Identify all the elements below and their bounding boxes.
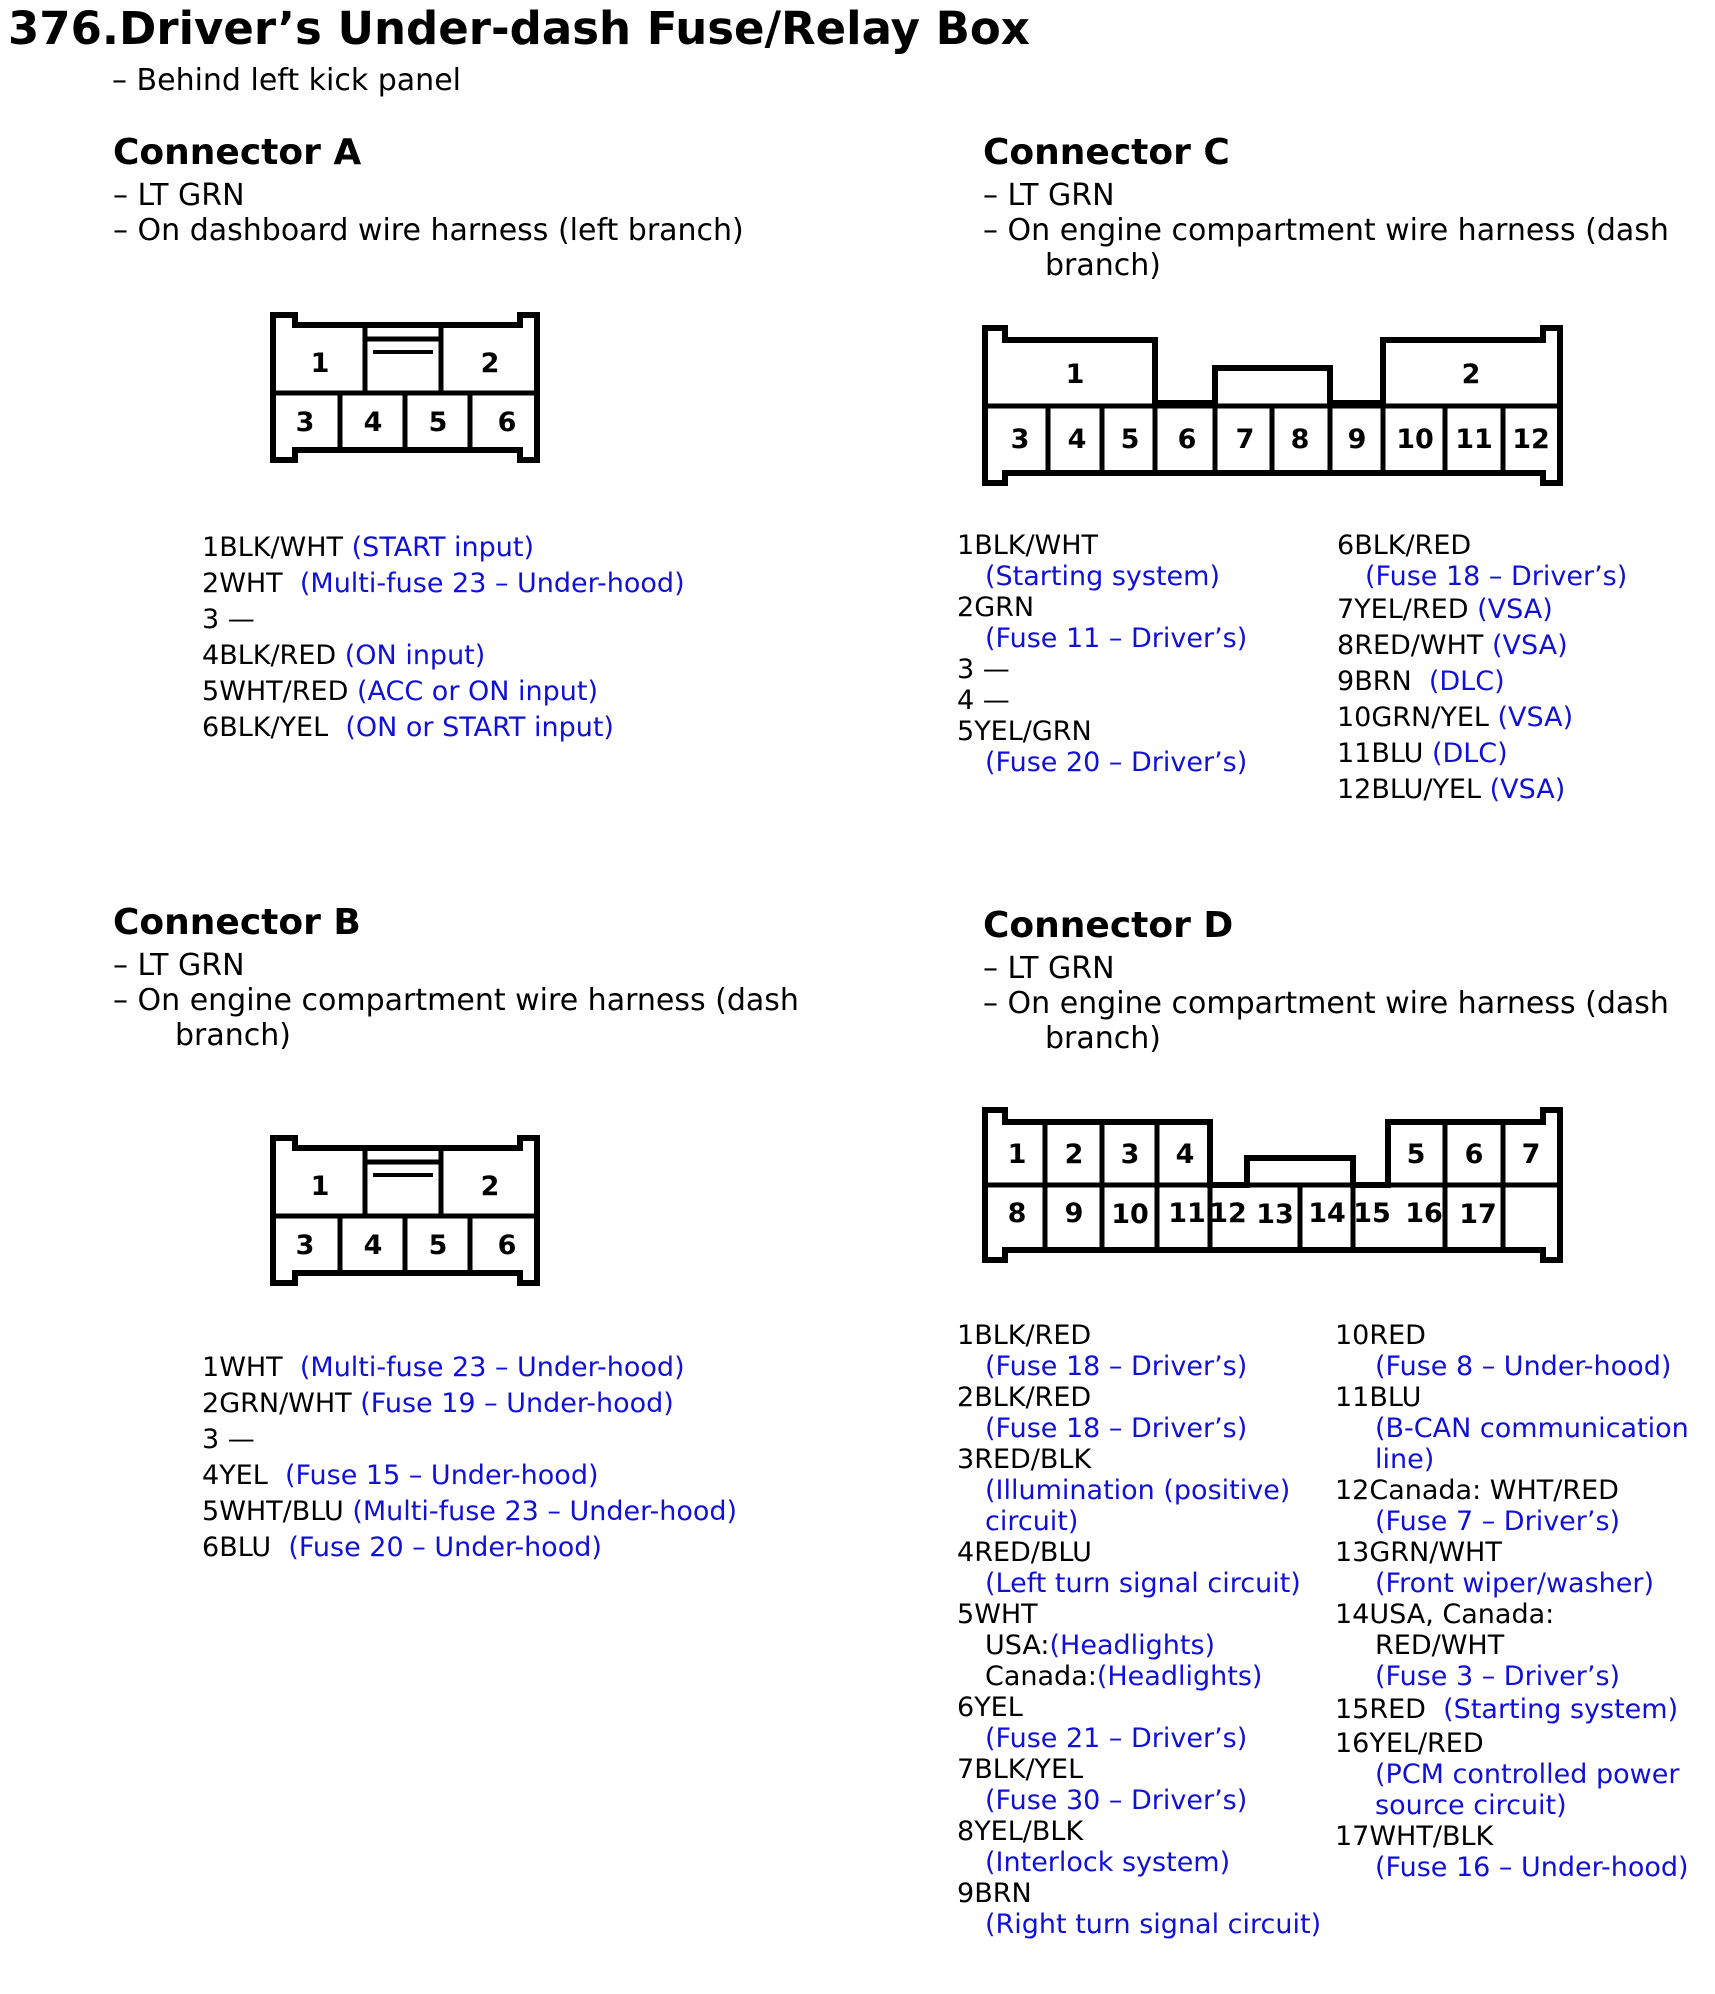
- connector-d-pin-16-circuit: (PCM controlled power: [1375, 1759, 1680, 1790]
- connector-d-pin-12-circuit: (Fuse 7 – Driver’s): [1375, 1506, 1621, 1537]
- connector-d-label-16: 16: [1405, 1198, 1443, 1229]
- connector-d-label-2: 2: [1064, 1139, 1084, 1170]
- connector-d-pin-8: 8YEL/BLK: [957, 1816, 1084, 1847]
- connector-a-title: Connector A: [113, 132, 362, 173]
- connector-a-pin-5: 5WHT/RED (ACC or ON input): [202, 676, 599, 707]
- connector-d-pin-8-circuit: (Interlock system): [985, 1847, 1231, 1878]
- connector-d-title: Connector D: [983, 905, 1234, 946]
- connector-c-color: – LT GRN: [983, 178, 1115, 213]
- connector-c-pin-5-circuit: (Fuse 20 – Driver’s): [985, 747, 1248, 778]
- connector-c-label-10: 10: [1396, 424, 1434, 455]
- connector-d-pin-list-left: [957, 1320, 1321, 1940]
- connector-c-label-11: 11: [1455, 424, 1493, 455]
- connector-b-harness-branch: branch): [175, 1018, 291, 1053]
- connector-a-pin-6: 6BLK/YEL (ON or START input): [202, 712, 614, 743]
- connector-d-pin-2-circuit: (Fuse 18 – Driver’s): [985, 1413, 1248, 1444]
- connector-d-pin-14-wire: RED/WHT: [1375, 1630, 1505, 1661]
- connector-c-pin-8: 8RED/WHT (VSA): [1337, 630, 1568, 661]
- connector-d-harness-branch: branch): [1045, 1021, 1161, 1056]
- connector-c-pin-2: 2GRN: [957, 592, 1035, 623]
- connector-c-label-5: 5: [1120, 424, 1140, 455]
- connector-b-label-4: 4: [363, 1230, 383, 1261]
- connector-c-label-7: 7: [1235, 424, 1255, 455]
- connector-d-pin-4: 4RED/BLU: [957, 1537, 1092, 1568]
- connector-b-label-3: 3: [295, 1230, 315, 1261]
- connector-d-label-5: 5: [1406, 1139, 1426, 1170]
- connector-d-pin-11-circuit-cont: line): [1375, 1444, 1435, 1475]
- connector-b-pin-5: 5WHT/BLU (Multi-fuse 23 – Under-hood): [202, 1496, 738, 1527]
- connector-d-pin-14: 14USA, Canada:: [1335, 1599, 1555, 1630]
- connector-c-label-3: 3: [1010, 424, 1030, 455]
- connector-d-pin-14-circuit: (Fuse 3 – Driver’s): [1375, 1661, 1621, 1692]
- connector-a-label-6: 6: [497, 407, 517, 438]
- connector-d-label-17: 17: [1459, 1199, 1497, 1230]
- connector-c-harness-branch: branch): [1045, 248, 1161, 283]
- connector-d-label-13: 13: [1256, 1199, 1294, 1230]
- connector-d-diagram: [975, 1100, 1575, 1275]
- connector-a-label-3: 3: [295, 407, 315, 438]
- connector-d-label-6: 6: [1464, 1139, 1484, 1170]
- connector-a-color: – LT GRN: [113, 178, 245, 213]
- connector-b-label-6: 6: [497, 1230, 517, 1261]
- connector-d-label-11: 11: [1168, 1198, 1206, 1229]
- connector-c-label-6: 6: [1177, 424, 1197, 455]
- connector-b-color: – LT GRN: [113, 948, 245, 983]
- connector-d-label-1: 1: [1007, 1139, 1027, 1170]
- connector-b-pin-4: 4YEL (Fuse 15 – Under-hood): [202, 1460, 599, 1491]
- connector-a-diagram: [265, 305, 545, 475]
- connector-d-pin-1: 1BLK/RED: [957, 1320, 1092, 1351]
- connector-c-harness: – On engine compartment wire harness (dash: [983, 213, 1669, 248]
- connector-c-label-1: 1: [1065, 359, 1085, 390]
- connector-d-label-14: 14: [1308, 1198, 1346, 1229]
- connector-d-pin-2: 2BLK/RED: [957, 1382, 1092, 1413]
- connector-c-pin-5: 5YEL/GRN: [957, 716, 1092, 747]
- connector-d-pin-9: 9BRN: [957, 1878, 1032, 1909]
- connector-a-pin-list: [202, 530, 685, 746]
- connector-a-pin-1: 1BLK/WHT (START input): [202, 532, 535, 563]
- connector-c-label-8: 8: [1290, 424, 1310, 455]
- connector-a-label-1: 1: [310, 348, 330, 379]
- connector-b-label-2: 2: [480, 1171, 500, 1202]
- connector-a-label-5: 5: [428, 407, 448, 438]
- connector-d-label-8: 8: [1007, 1198, 1027, 1229]
- connector-d-label-15: 15: [1353, 1198, 1391, 1229]
- connector-b-label-1: 1: [310, 1171, 330, 1202]
- connector-d-pin-13: 13GRN/WHT: [1335, 1537, 1502, 1568]
- connector-d-pin-12: 12Canada: WHT/RED: [1335, 1475, 1619, 1506]
- connector-d-label-4: 4: [1175, 1139, 1195, 1170]
- connector-c-pin-2-circuit: (Fuse 11 – Driver’s): [985, 623, 1248, 654]
- connector-d-label-10: 10: [1111, 1199, 1149, 1230]
- connector-d-pin-15: 15RED (Starting system): [1335, 1694, 1679, 1725]
- connector-b-diagram: [265, 1128, 545, 1298]
- connector-d-pin-7-circuit: (Fuse 30 – Driver’s): [985, 1785, 1248, 1816]
- connector-c-pin-9: 9BRN (DLC): [1337, 666, 1505, 697]
- connector-c-label-2: 2: [1461, 359, 1481, 390]
- connector-a-label-2: 2: [480, 348, 500, 379]
- connector-b-pin-list: [202, 1350, 737, 1566]
- connector-c-pin-3: 3 —: [957, 654, 1010, 685]
- connector-d-pin-5-canada: Canada:(Headlights): [985, 1661, 1263, 1692]
- connector-d-label-7: 7: [1521, 1139, 1541, 1170]
- connector-c-label-4: 4: [1067, 424, 1087, 455]
- connector-a-pin-2: 2WHT (Multi-fuse 23 – Under-hood): [202, 568, 685, 599]
- connector-d-pin-16-circuit-cont: source circuit): [1375, 1790, 1567, 1821]
- connector-d-desc: [983, 951, 1669, 1056]
- connector-a-label-4: 4: [363, 407, 383, 438]
- connector-b-desc: [113, 948, 799, 1053]
- connector-c-title: Connector C: [983, 132, 1230, 173]
- connector-d-pin-3: 3RED/BLK: [957, 1444, 1092, 1475]
- connector-a-harness: – On dashboard wire harness (left branch): [113, 213, 744, 248]
- page-title: 376.Driver’s Under-dash Fuse/Relay Box: [8, 2, 1030, 55]
- connector-c-pin-6-circuit: (Fuse 18 – Driver’s): [1365, 561, 1628, 592]
- connector-d-pin-17: 17WHT/BLK: [1335, 1821, 1494, 1852]
- connector-d-pin-17-circuit: (Fuse 16 – Under-hood): [1375, 1852, 1689, 1883]
- connector-d-pin-13-circuit: (Front wiper/washer): [1375, 1568, 1654, 1599]
- connector-d-label-12: 12: [1209, 1198, 1247, 1229]
- connector-a-desc: [113, 178, 744, 248]
- connector-c-pin-4: 4 —: [957, 685, 1010, 716]
- connector-a-pin-3: 3 —: [202, 604, 255, 635]
- connector-d-pin-5: 5WHT: [957, 1599, 1038, 1630]
- connector-d-pin-list-right: [1335, 1320, 1689, 1883]
- connector-d-pin-6-circuit: (Fuse 21 – Driver’s): [985, 1723, 1248, 1754]
- connector-a-pin-4: 4BLK/RED (ON input): [202, 640, 486, 671]
- connector-d-pin-9-circuit: (Right turn signal circuit): [985, 1909, 1322, 1940]
- connector-d-color: – LT GRN: [983, 951, 1115, 986]
- connector-c-label-12: 12: [1512, 424, 1550, 455]
- connector-b-pin-2: 2GRN/WHT (Fuse 19 – Under-hood): [202, 1388, 674, 1419]
- connector-d-label-9: 9: [1064, 1198, 1084, 1229]
- connector-c-diagram: [975, 318, 1575, 493]
- connector-d-pin-16: 16YEL/RED: [1335, 1728, 1484, 1759]
- connector-b-title: Connector B: [113, 902, 361, 943]
- connector-b-pin-6: 6BLU (Fuse 20 – Under-hood): [202, 1532, 602, 1563]
- connector-c-pin-list-left: [957, 530, 1247, 778]
- connector-d-pin-3-circuit: (Illumination (positive): [985, 1475, 1291, 1506]
- connector-c-pin-12: 12BLU/YEL (VSA): [1337, 774, 1566, 805]
- connector-c-desc: [983, 178, 1669, 283]
- connector-d-pin-10-circuit: (Fuse 8 – Under-hood): [1375, 1351, 1672, 1382]
- connector-d-pin-3-circuit-cont: circuit): [985, 1506, 1079, 1537]
- connector-c-pin-list-right: [1337, 530, 1627, 808]
- connector-c-pin-6: 6BLK/RED: [1337, 530, 1472, 561]
- connector-c-pin-1-circuit: (Starting system): [985, 561, 1220, 592]
- connector-d-pin-4-circuit: (Left turn signal circuit): [985, 1568, 1301, 1599]
- connector-c-pin-1: 1BLK/WHT: [957, 530, 1099, 561]
- box-location: – Behind left kick panel: [112, 63, 461, 98]
- connector-d-harness: – On engine compartment wire harness (dash: [983, 986, 1669, 1021]
- connector-b-label-5: 5: [428, 1230, 448, 1261]
- connector-b-pin-1: 1WHT (Multi-fuse 23 – Under-hood): [202, 1352, 685, 1383]
- connector-d-pin-5-usa: USA:(Headlights): [985, 1630, 1216, 1661]
- connector-c-pin-10: 10GRN/YEL (VSA): [1337, 702, 1574, 733]
- connector-d-pin-11-circuit: (B-CAN communication: [1375, 1413, 1689, 1444]
- connector-d-pin-7: 7BLK/YEL: [957, 1754, 1084, 1785]
- connector-b-pin-3: 3 —: [202, 1424, 255, 1455]
- connector-d-pin-11: 11BLU: [1335, 1382, 1422, 1413]
- connector-b-harness: – On engine compartment wire harness (dash: [113, 983, 799, 1018]
- connector-d-pin-10: 10RED: [1335, 1320, 1426, 1351]
- connector-d-pin-6: 6YEL: [957, 1692, 1023, 1723]
- connector-d-label-3: 3: [1120, 1139, 1140, 1170]
- connector-d-pin-1-circuit: (Fuse 18 – Driver’s): [985, 1351, 1248, 1382]
- connector-c-pin-11: 11BLU (DLC): [1337, 738, 1508, 769]
- connector-c-label-9: 9: [1347, 424, 1367, 455]
- connector-c-pin-7: 7YEL/RED (VSA): [1337, 594, 1553, 625]
